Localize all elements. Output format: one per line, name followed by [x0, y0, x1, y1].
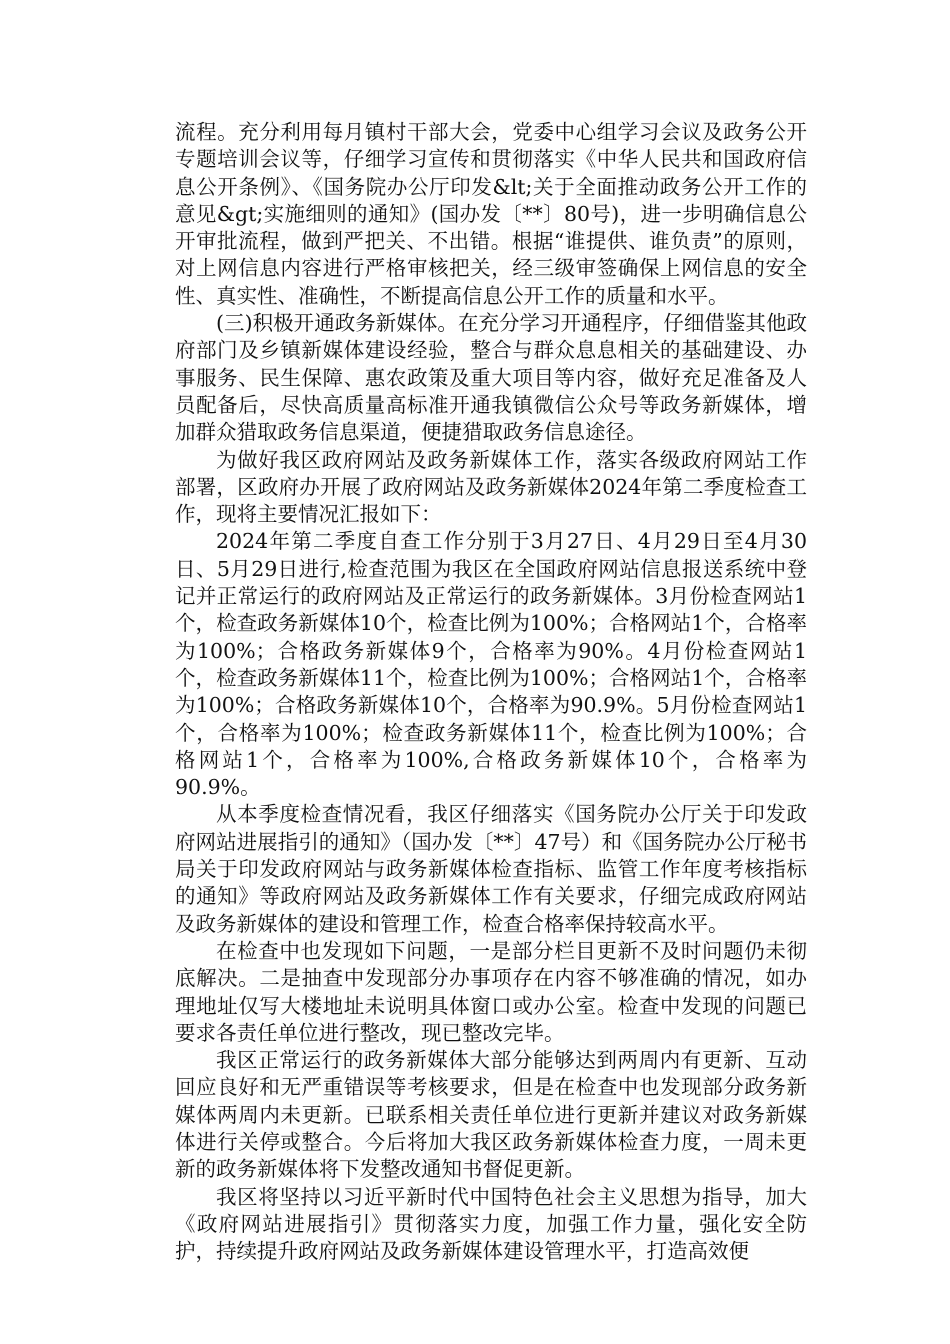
paragraph-inspection-statistics: 2024年第二季度自查工作分别于3月27日、4月29日至4月30日、5月29日进行,检查范围为我区在全国政府网站信息报送系统中登记并正常运行的政府网站及正常运行的政务新媒体。3月份检查网站1个，检查政务新媒体10个，检查比例为100%；合格网站1个，合格率为100%；合格政务新媒体9个，合格率为90%。4月份检查网站1个，检查政务新媒体11个，检查比例为100%；合格网站1个，合格率为100%；合格政务新媒体10个，合格率为90.9%。5月份检查网站1个，合格率为100%；检查政务新媒体11个，检查比例为100%；合格网站1个，合格率为100%,合格政务新媒体10个，合格率为90.9%。: [175, 529, 807, 800]
paragraph-new-media-launch: (三)积极开通政务新媒体。在充分学习开通程序，仔细借鉴其他政府部门及乡镇新媒体建设经验，整合与群众息息相关的基础建设、办事服务、民生保障、惠农政策及重大项目等内容，做好充足准备及人员配备后，尽快高质量高标准开通我镇微信公众号等政务新媒体，增加群众猎取政务信息渠道，便捷猎取政务信息途径。: [175, 311, 807, 445]
paragraph-future-plans: 我区将坚持以习近平新时代中国特色社会主义思想为指导，加大《政府网站进展指引》贯彻落实力度，加强工作力量，强化安全防护，持续提升政府网站及政务新媒体建设管理水平，打造高效便: [175, 1184, 807, 1264]
document-page: [175, 119, 807, 1265]
paragraph-new-media-status: 我区正常运行的政务新媒体大部分能够达到两周内有更新、互动回应良好和无严重错误等考核要求，但是在检查中也发现部分政务新媒体两周内未更新。已联系相关责任单位进行更新并建议对政务新媒体进行关停或整合。今后将加大我区政务新媒体检查力度，一周未更新的政务新媒体将下发整改通知书督促更新。: [175, 1048, 807, 1182]
paragraph-inspection-intro: 为做好我区政府网站及政务新媒体工作，落实各级政府网站工作部署，区政府办开展了政府网站及政务新媒体2024年第二季度检查工作，现将主要情况汇报如下：: [175, 447, 807, 527]
paragraph-issues-found: 在检查中也发现如下问题，一是部分栏目更新不及时问题仍未彻底解决。二是抽查中发现部分办事项存在内容不够准确的情况，如办理地址仅写大楼地址未说明具体窗口或办公室。检查中发现的问题已要求各责任单位进行整改，现已整改完毕。: [175, 938, 807, 1045]
paragraph-inspection-overview: 从本季度检查情况看，我区仔细落实《国务院办公厅关于印发政府网站进展指引的通知》（国办发〔**〕47号）和《国务院办公厅秘书局关于印发政府网站与政务新媒体检查指标、监管工作年度考核指标的通知》等政府网站及政务新媒体工作有关要求，仔细完成政府网站及政务新媒体的建设和管理工作，检查合格率保持较高水平。: [175, 802, 807, 936]
paragraph-approval-process: 流程。充分利用每月镇村干部大会，党委中心组学习会议及政务公开专题培训会议等，仔细学习宣传和贯彻落实《中华人民共和国政府信息公开条例》、《国务院办公厅印发&lt;关于全面推动政务公开工作的意见&gt;实施细则的通知》(国办发〔**〕80号)，进一步明确信息公开审批流程，做到严把关、不出错。根据“谁提供、谁负责”的原则，对上网信息内容进行严格审核把关，经三级审签确保上网信息的安全性、真实性、准确性，不断提高信息公开工作的质量和水平。: [175, 120, 807, 308]
